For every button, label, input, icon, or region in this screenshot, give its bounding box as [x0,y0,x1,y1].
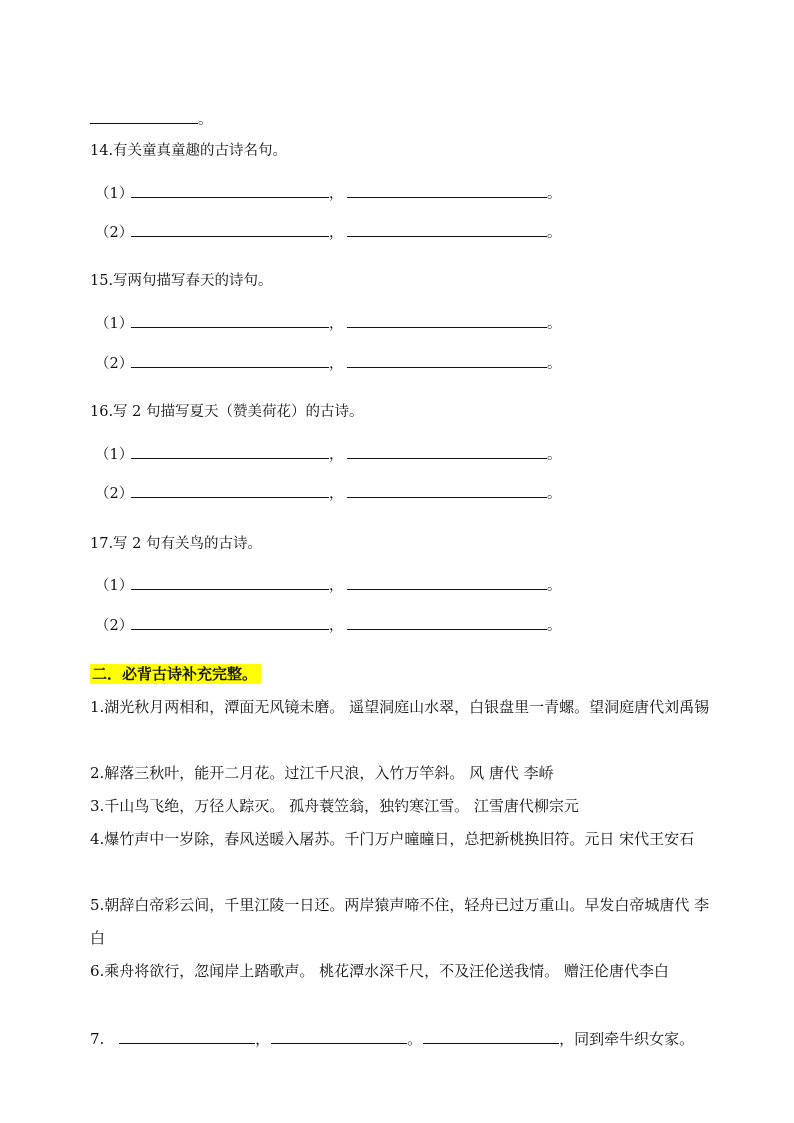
comma-mark: ， [329,578,344,594]
question-17-line-1 [95,574,562,596]
answer-blank[interactable] [131,574,329,590]
period-mark: 。 [547,578,562,594]
comma-mark: ， [329,447,344,463]
comma-mark: ， [329,618,344,634]
answer-blank[interactable] [131,312,329,328]
comma-mark: ， [329,225,344,241]
question-16-line-1 [95,443,562,465]
period-mark: 。 [547,356,562,372]
question-14-line-1 [95,182,562,204]
question-15-title: 15.写两句描写春天的诗句。 [90,273,273,289]
answer-blank[interactable] [347,443,547,459]
answer-blank[interactable] [347,312,547,328]
poem-item-4: 4.爆竹声中一岁除，春风送暖入屠苏。千门万户曈曈日，总把新桃换旧符。元日 宋代王安石 [90,830,695,848]
period-mark: 。 [547,186,562,202]
answer-blank[interactable] [423,1028,559,1044]
answer-blank[interactable] [347,221,547,237]
answer-blank[interactable] [131,182,329,198]
period-mark: 。 [407,1030,423,1048]
item-label: （2） [95,225,134,241]
period-mark: 。 [547,316,562,332]
period-mark: 。 [547,618,562,634]
item-label: （2） [95,618,134,634]
poem-item-6: 6.乘舟将欲行，忽闻岸上踏歌声。 桃花潭水深千尺，不及汪伦送我情。 赠汪伦唐代李白 [90,962,669,980]
top-fragment [90,108,213,131]
question-17-line-2 [95,614,562,636]
question-15-line-1 [95,312,562,334]
question-15-line-2 [95,352,562,374]
answer-blank[interactable] [347,574,547,590]
answer-blank[interactable] [119,1028,255,1044]
comma-mark: ， [329,486,344,502]
answer-blank[interactable] [131,352,329,368]
answer-blank[interactable] [347,352,547,368]
comma-mark: ， [329,186,344,202]
poem-line-tail: ，同到牵牛织女家。 [559,1030,695,1048]
poem-item-1: 1.湖光秋月两相和，潭面无风镜未磨。 遥望洞庭山水翠，白银盘里一青螺。望洞庭唐代刘禹锡 [90,698,710,716]
poem-number: 7. [90,1030,105,1048]
period-mark: 。 [547,225,562,241]
question-17-title: 17.写 2 句有关鸟的古诗。 [90,536,263,552]
question-14-title: 14.有关童真童趣的古诗名句。 [90,143,288,159]
item-label: （1） [95,316,134,332]
period-mark: 。 [198,112,213,128]
answer-blank[interactable] [131,443,329,459]
section-heading: 二．必背古诗补充完整。 [90,664,261,684]
poem-item-2: 2.解落三秋叶，能开二月花。过江千尺浪，入竹万竿斜。 风 唐代 李峤 [90,764,554,782]
poem-item-5: 5.朝辞白帝彩云间，千里江陵一日还。两岸猿声啼不住，轻舟已过万重山。早发白帝城唐代 李白 [90,896,710,947]
period-mark: 。 [547,486,562,502]
answer-blank[interactable] [347,482,547,498]
item-label: （2） [95,486,134,502]
item-label: （1） [95,186,134,202]
answer-blank[interactable] [131,221,329,237]
item-label: （1） [95,578,134,594]
question-16-title: 16.写 2 句描写夏天（赞美荷花）的古诗。 [90,404,364,420]
answer-blank[interactable] [90,108,198,124]
poem-item-7 [90,1026,694,1052]
comma-mark: ， [255,1030,271,1048]
question-16-line-2 [95,482,562,504]
item-label: （1） [95,447,134,463]
answer-blank[interactable] [347,614,547,630]
item-label: （2） [95,356,134,372]
answer-blank[interactable] [131,614,329,630]
question-14-line-2 [95,221,562,243]
poem-item-3: 3.千山鸟飞绝，万径人踪灭。 孤舟蓑笠翁，独钓寒江雪。 江雪唐代柳宗元 [90,797,579,815]
answer-blank[interactable] [131,482,329,498]
period-mark: 。 [547,447,562,463]
answer-blank[interactable] [271,1028,407,1044]
answer-blank[interactable] [347,182,547,198]
comma-mark: ， [329,356,344,372]
comma-mark: ， [329,316,344,332]
